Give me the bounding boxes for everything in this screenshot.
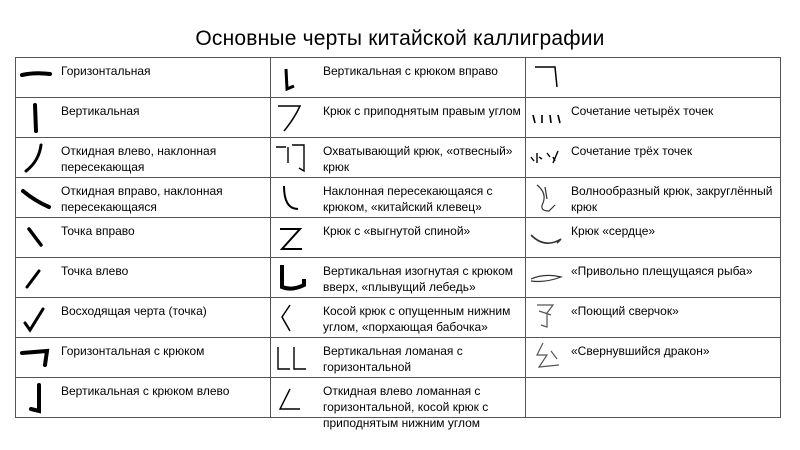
cricket-icon — [529, 301, 563, 335]
stroke-cell — [271, 98, 526, 138]
stroke-cell — [526, 338, 781, 378]
hook-enclosing-icon — [274, 141, 308, 175]
stroke-name: Точка влево — [61, 264, 129, 278]
stroke-cell — [16, 218, 271, 258]
stroke-cell — [271, 298, 526, 338]
stroke-cell — [16, 258, 271, 298]
stroke-cell — [16, 178, 271, 218]
stroke-name: Горизонтальная с крюком — [61, 344, 205, 358]
na-icon — [19, 181, 53, 215]
shugou-left-icon — [19, 381, 53, 415]
stroke-name: Точка вправо — [61, 224, 135, 238]
shugou-right-icon — [274, 61, 308, 95]
fish-stroke-icon — [529, 261, 563, 295]
table-row — [16, 138, 781, 178]
swan-hook-icon — [274, 261, 308, 295]
stroke-cell — [526, 138, 781, 178]
shuzhe-icon — [274, 341, 308, 375]
stroke-name: Крюк с «выгнутой спиной» — [323, 224, 471, 238]
stroke-cell — [526, 58, 781, 98]
table-row — [16, 218, 781, 258]
stroke-name: Охватывающий крюк, «отвесный» крюк — [323, 144, 513, 174]
stroke-cell — [16, 138, 271, 178]
stroke-cell — [16, 58, 271, 98]
stroke-cell — [526, 378, 781, 418]
stroke-name: Откидная вправо, наклонная пересекающаяся — [61, 184, 223, 214]
dian-right-icon — [19, 221, 53, 255]
stroke-cell — [16, 338, 271, 378]
stroke-cell — [526, 178, 781, 218]
stroke-name: Горизонтальная — [61, 64, 151, 78]
stroke-cell — [271, 178, 526, 218]
stroke-cell — [526, 258, 781, 298]
bent-back-hook-icon — [274, 221, 308, 255]
stroke-name: Вертикальная с крюком влево — [61, 384, 230, 398]
page-title: Основные черты китайской каллиграфии — [195, 27, 605, 50]
table-row — [16, 258, 781, 298]
hengzhegou-icon — [274, 101, 308, 135]
stroke-name: Сочетание четырёх точек — [571, 104, 714, 118]
stroke-name: Откидная влево ломанная с горизонтальной, косой крюк с приподнятым нижним углом — [323, 384, 489, 430]
table-row — [16, 178, 781, 218]
stroke-name: Вертикальная изогнутая с крюком вверх, «плывущий лебедь» — [323, 264, 514, 294]
piezhe-icon — [274, 381, 308, 415]
dian-left-icon — [19, 261, 53, 295]
stroke-name: Вертикальная ломаная с горизонтальной — [323, 344, 463, 374]
table-row — [16, 378, 781, 418]
wave-hook-icon — [529, 181, 563, 215]
heart-hook-icon — [529, 221, 563, 255]
pie-icon — [19, 141, 53, 175]
stroke-cell — [16, 98, 271, 138]
stroke-name: Косой крюк с опущенным нижним углом, «порхающая бабочка» — [323, 304, 511, 334]
stroke-name: Откидная влево, наклонная пересекающая — [61, 144, 217, 174]
stroke-name: Восходящая черта (точка) — [61, 304, 207, 318]
stroke-cell — [271, 258, 526, 298]
stroke-cell — [16, 298, 271, 338]
stroke-name: Вертикальная — [61, 104, 140, 118]
stroke-name: Сочетание трёх точек — [571, 144, 693, 158]
stroke-cell — [271, 218, 526, 258]
stroke-name: Волнообразный крюк, закруглённый крюк — [571, 184, 773, 214]
stroke-name: Крюк с приподнятым правым углом — [323, 104, 521, 118]
heng-icon — [19, 61, 53, 95]
stroke-cell — [271, 138, 526, 178]
stroke-name: «Поющий сверчок» — [571, 304, 679, 318]
hengzhe-icon — [529, 61, 563, 95]
stroke-name: «Свернувшийся дракон» — [571, 344, 710, 358]
table-row — [16, 298, 781, 338]
dragon-icon — [529, 341, 563, 375]
stroke-cell — [526, 298, 781, 338]
butterfly-hook-icon — [274, 301, 308, 335]
three-dots-icon — [529, 141, 563, 175]
shu-icon — [19, 101, 53, 135]
ti-icon — [19, 301, 53, 335]
stroke-cell — [271, 58, 526, 98]
stroke-cell — [16, 378, 271, 418]
stroke-name: Крюк «сердце» — [571, 224, 656, 238]
table-row — [16, 98, 781, 138]
stroke-cell — [526, 218, 781, 258]
stroke-name: Наклонная пересекающаяся с крюком, «китайский клевец» — [323, 184, 493, 214]
strokes-table — [15, 57, 781, 430]
stroke-cell — [271, 338, 526, 378]
stroke-name: «Привольно плещущаяся рыба» — [571, 264, 753, 278]
stroke-name: Вертикальная с крюком вправо — [323, 64, 498, 78]
stroke-cell — [526, 98, 781, 138]
henggou-icon — [19, 341, 53, 375]
table-row — [16, 58, 781, 98]
four-dots-icon — [529, 101, 563, 135]
xiegou-icon — [274, 181, 308, 215]
table-row — [16, 338, 781, 378]
stroke-cell — [271, 378, 526, 430]
